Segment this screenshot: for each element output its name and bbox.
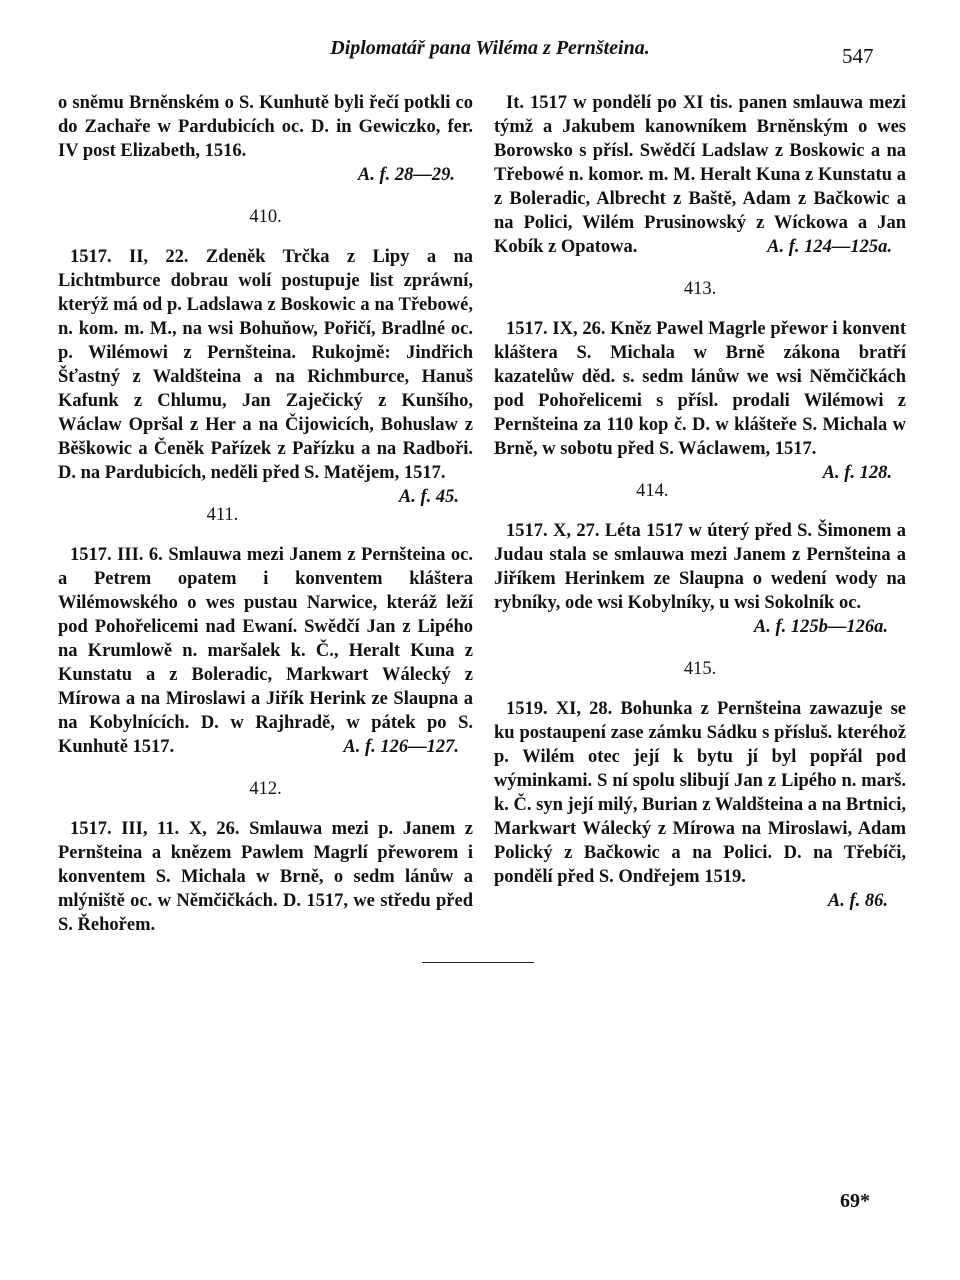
entry-412-cont-text [494,91,906,259]
entry-412-cont-body: It. 1517 w pondělí po XI tis. panen smlauwa mezi týmž a Jakubem kanowníkem Brněnským o wes Borowsko s přísl. Swědčí Ladslaw z Boskowic a na Třebowé n. komor. m. M. Heralt Kuna z Kunstatu a z Boleradic, Albrecht z Baště, Adam z Bačkowic a na Polici, Wilém Prusinowský z Wíckowa a Jan Kobík z Opatowa. [494,93,906,257]
section-divider [422,962,534,963]
entry-413-text [494,317,906,483]
entry-410-ref: A. f. 45. [398,487,459,507]
entry-409-tail-text: o sněmu Brněnském o S. Kunhutě byli řečí potkli co do Zachaře w Pardubicích oc. D. in Gewiczko, fer. IV post Elizabeth, 1516. [58,93,473,161]
entry-415-text: 1519. XI, 28. Bohunka z Pernšteina zawazuje se ku postaupení zase zámku Sádku s přísluš. kteréhož p. Wilém otec její k bytu jí byl popřál pod wýminkami. S ní spolu slibují Jan z Lipého n. marš. k. Č. syn její milý, Burian z Waldšteina a na Brtnici, Markwart Wálecký z Mírowa na Miroslawi, Adam Polický z Bačkowic a na Polici. D. na Třebíči, pondělí před S. Ondřejem 1519. [494,699,906,887]
entry-414-number: 414. [636,481,669,501]
entry-409-ref: A. f. 28—29. [357,165,455,185]
entry-412-number: 412. [249,779,282,799]
entry-410-number: 410. [249,207,282,227]
page-number: 547 [842,44,874,68]
entry-415-number: 415. [683,659,717,679]
entry-413-body: 1517. IX, 26. Kněz Pawel Magrle přewor i konvent kláštera S. Michala w Brně zákona bratří kazatelůw děd. s. sedm lánůw we wsi Němčičkách pod Pohořelicemi s přísl. prodali Wilémowi z Pernšteina za 110 kop č. D. w klášteře S. Michala w Brně, w sobotu před S. Wáclawem, 1517. [494,319,906,459]
entry-411-ref: A. f. 126—127. [343,737,459,757]
entry-410-body: 1517. II, 22. Zdeněk Trčka z Lipy a na Lichtmburce dobrau wolí postupuje list zpráwní, kterýž má od p. Ladslawa z Boskowic a na Třebowé, n. kom. m. M., na wsi Bohuňow, Pořičí, Bradlné oc. p. Wilémowi z Pernšteina. Rukojmě: Jindřich Šťastný z Waldšteina a na Richmburce, Hanuš Kafunk z Chlumu, Jan Zaječický z Kunšího, Wáclaw Opršal z Her a na Čijowicích, Bohuslaw z Běškowic a Čeněk Pařízek z Pařízku a na Radboři. D. na Pardubicích, neděli před S. Matějem, 1517. [58,247,473,483]
entry-413-number: 413. [683,279,717,299]
entry-414-text: 1517. X, 27. Léta 1517 w úterý před S. Šimonem a Judau stala se smlauwa mezi Janem z Pernšteina a Jiříkem Herinkem ze Slaupna o wedení wody na rybníky, ode wsi Kobylníky, u wsi Sokolník oc. [494,521,906,613]
entry-412-text: 1517. III, 11. X, 26. Smlauwa mezi p. Janem z Pernšteina a knězem Pawlem Magrlí přeworem i konventem S. Michala w Brně, o sedm lánůw a mlýniště oc. w Němčičkách. D. 1517, we středu před S. Řehořem. [58,819,473,935]
right-column [494,91,906,913]
running-head: Diplomatář pana Wiléma z Pernšteina. [330,37,650,59]
entry-411-body: 1517. III. 6. Smlauwa mezi Janem z Pernšteina oc. a Petrem opatem i konventem kláštera Wilémowského o wes pustau Narwice, kteráž leží pod Pohořelicemi nad Ewaní. Swědčí Jan z Lipého na Krumlowě n. maršalek k. Č., Heralt Kuna z Kunstatu a z Boleradic, Markwart Wálecký z Mírowa a na Miroslawi a Jiřík Herink ze Slaupna a na Kobylnících. D. w Rajhradě, w pátek po S. Kunhutě 1517. [58,545,473,757]
entry-411-text [58,543,473,759]
left-column [58,91,473,937]
entry-410-text [58,245,473,507]
signature-mark: 69* [840,1190,870,1212]
entry-414-ref: A. f. 125b—126a. [753,617,888,637]
entry-415-ref: A. f. 86. [827,891,888,911]
entry-411-number: 411. [206,505,239,525]
entry-412-cont-ref: A. f. 124—125a. [767,237,892,257]
entry-413-ref: A. f. 128. [822,463,892,483]
